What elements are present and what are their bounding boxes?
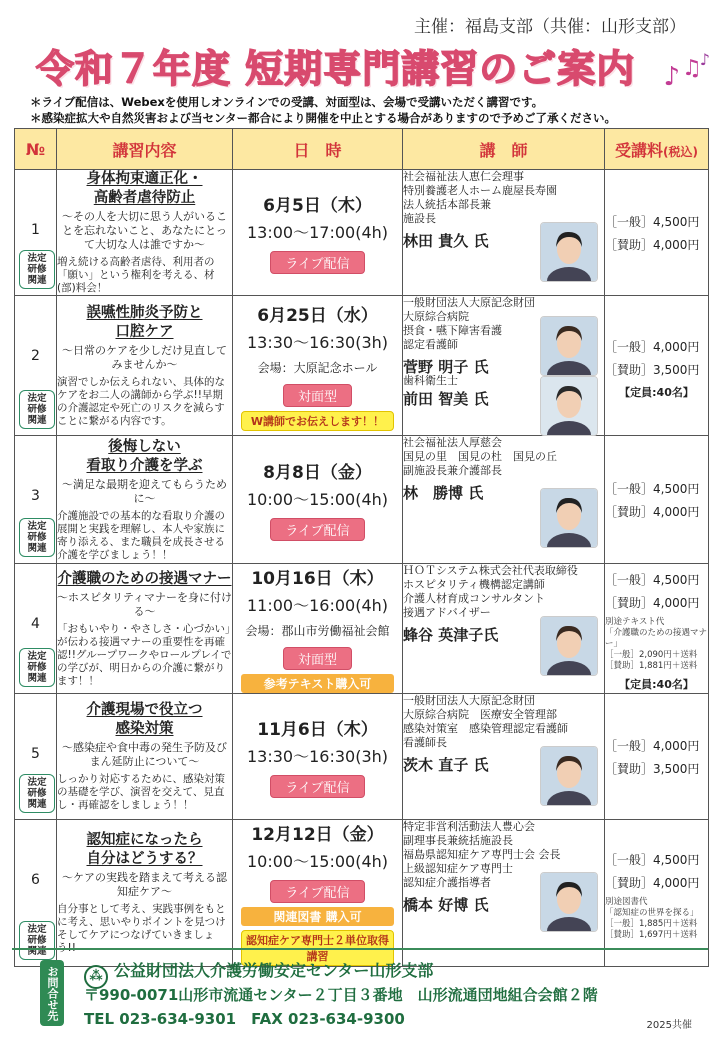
- music-notes-icon: ♪♫♪: [663, 50, 710, 92]
- mandatory-label-line: 法定: [27, 777, 47, 788]
- fee-cell: [605, 564, 709, 694]
- header-instructor: 講 師: [403, 129, 605, 170]
- course-description: 介護施設での基本的な看取り介護の展開と実践を理解し、本人や家族に寄り添える、また職員を成長させる介護を学びましょう！！: [57, 509, 225, 561]
- course-subtitle: ～日常のケアを少しだけ見直してみませんか～: [62, 343, 227, 371]
- course-date: 8月8日（金）: [263, 463, 372, 483]
- instructor-org: 社会福祉法人厚慈会 国見の里 国見の杜 国見の丘 副施設長兼介護部長: [403, 436, 557, 477]
- mandatory-label-line: 研修: [27, 788, 47, 799]
- course-time: 11:00～16:00(4h): [246, 596, 389, 615]
- instructor-org: 特定非営利活動法人豊心会 副理事長兼統括施設長 福島県認知症ケア専門士会 会長 上級認知症ケア専門士 認知症介護指導者: [403, 820, 561, 889]
- header-fee: [605, 129, 709, 170]
- mandatory-label-line: 法定: [27, 393, 47, 404]
- course-subtitle: ～満足な最期を迎えてもらうために～: [62, 477, 227, 505]
- header-date: 日 時: [233, 129, 403, 170]
- course-content-cell: [57, 694, 233, 820]
- mandatory-label-line: 法定: [27, 924, 47, 935]
- instructor-cell: [403, 170, 605, 296]
- mandatory-label-line: 関連: [27, 415, 47, 426]
- center-logo-icon: ⁂: [84, 965, 108, 989]
- fee-cell: [605, 436, 709, 564]
- notes: [30, 94, 700, 126]
- row-number: 1: [31, 222, 40, 238]
- row-number-cell: [15, 820, 57, 967]
- row-number: 2: [31, 348, 40, 364]
- note-line: ＊ライブ配信は、Webexを使用しオンラインでの受講、対面型は、会場で受講いただく講習です。: [30, 95, 544, 109]
- row-number-cell: [15, 564, 57, 694]
- instructor-cell: [403, 296, 605, 436]
- delivery-badge: 対面型: [283, 384, 352, 407]
- footer-org-name: 公益財団法人介護労働安定センター山形支部: [114, 961, 434, 980]
- instructor-photo: [540, 316, 598, 376]
- course-description: しっかり対応するために、感染対策の基礎を学び、演習を交えて、見直し・再確認をしましょう！！: [57, 773, 225, 811]
- date-cell: [233, 296, 403, 436]
- mandatory-badge: [19, 648, 55, 687]
- purchase-badge: 参考テキスト購入可: [241, 674, 394, 693]
- fee-line: ［賛助］4,000円: [605, 504, 700, 519]
- fee-note: 別途テキスト代 「介護職のための接遇マナー」 ［一般］2,090円＋送料 ［賛助］1,881円＋送料: [605, 617, 708, 671]
- fee-line: ［一般］4,500円: [605, 214, 700, 229]
- mandatory-label-line: 法定: [27, 521, 47, 532]
- purchase-badge: 関連図書 購入可: [241, 907, 394, 926]
- instructor-org: 社会福祉法人恵仁会理事 特別養護老人ホーム鹿屋長寿園 法人統括本部長兼 施設長: [403, 170, 557, 225]
- mandatory-label-line: 研修: [27, 264, 47, 275]
- course-date: 6月5日（木）: [263, 196, 372, 216]
- course-title: 自分はどうする？: [86, 851, 203, 867]
- mandatory-label-line: 法定: [27, 651, 47, 662]
- delivery-badge: 対面型: [283, 647, 352, 670]
- mandatory-label-line: 関連: [27, 543, 47, 554]
- course-subtitle: ～その人を大切に思う人がいることを忘れないこと、あなたにとって大切な人は誰ですか～: [62, 210, 227, 251]
- capacity: 【定員:40名】: [619, 385, 694, 399]
- mandatory-badge: [19, 774, 55, 813]
- note-badge: W講師でお伝えします！！: [241, 411, 394, 431]
- date-cell: [233, 170, 403, 296]
- mandatory-badge: [19, 390, 55, 429]
- row-number-cell: [15, 170, 57, 296]
- fee-line: ［一般］4,500円: [605, 481, 700, 496]
- fee-line: ［賛助］4,000円: [605, 237, 700, 252]
- capacity: 【定員:40名】: [619, 678, 694, 691]
- instructor-photo: [540, 488, 598, 548]
- instructor-name-2: 前田 智美 氏: [403, 390, 489, 408]
- header-content: 講習内容: [57, 129, 233, 170]
- course-content-cell: [57, 296, 233, 436]
- row-number-cell: [15, 296, 57, 436]
- fee-line: ［賛助］3,500円: [605, 362, 700, 377]
- table-row: [15, 820, 709, 967]
- certificate-badge: 認知症ケア専門士２単位取得講習: [241, 930, 394, 966]
- mandatory-label-line: 研修: [27, 662, 47, 673]
- instructor-name: 蜂谷 英津子氏: [403, 626, 499, 644]
- fee-line: ［賛助］3,500円: [605, 761, 700, 776]
- fee-cell: [605, 170, 709, 296]
- host-text: 主催：福島支部（共催：山形支部）: [414, 17, 686, 37]
- mandatory-badge: [19, 250, 55, 289]
- course-date: 12月12日（金）: [251, 825, 384, 845]
- row-number-cell: [15, 694, 57, 820]
- fee-line: ［一般］4,000円: [605, 339, 700, 354]
- note-line: ＊感染症拡大や自然災害および当センター都合により開催を中止とする場合がありますので予めご了承ください。: [30, 111, 617, 125]
- instructor-cell: [403, 436, 605, 564]
- fee-cell: [605, 820, 709, 967]
- instructor-photo: [540, 872, 598, 932]
- fee-line: ［賛助］4,000円: [605, 876, 700, 890]
- course-venue: 会場：郡山市労働福祉会館: [245, 624, 390, 638]
- instructor-name: 菅野 明子 氏: [403, 358, 489, 376]
- mandatory-badge: [19, 518, 55, 557]
- row-number: 3: [31, 488, 40, 504]
- course-title: 誤嚥性肺炎予防と: [86, 304, 203, 321]
- schedule-table: [14, 128, 709, 967]
- footer-address: 〒990-0071山形市流通センター２丁目３番地 山形流通団地組合会館２階: [84, 986, 598, 1004]
- instructor-photo: [540, 222, 598, 282]
- date-cell: [233, 694, 403, 820]
- mandatory-label-line: 関連: [27, 946, 47, 957]
- inquiry-label: お問合せ先: [40, 960, 64, 1026]
- course-title: 看取り介護を学ぶ: [86, 457, 203, 474]
- course-subtitle: ～ケアの実践を踏まえて考える認知症ケア～: [62, 871, 227, 898]
- instructor-name: 茨木 直子 氏: [403, 756, 489, 774]
- footer: [12, 948, 708, 1032]
- table-row: [15, 694, 709, 820]
- instructor-org: 一般財団法人大原記念財団 大原綜合病院 医療安全管理部 感染対策室 感染管理認定看護師 看護師長: [403, 694, 568, 749]
- fee-line: ［一般］4,000円: [605, 738, 700, 753]
- mandatory-label-line: 関連: [27, 673, 47, 684]
- course-time: 13:30～16:30(3h): [246, 332, 389, 352]
- mandatory-label-line: 関連: [27, 799, 47, 810]
- table-row: [15, 564, 709, 694]
- table-header-row: [15, 129, 709, 170]
- footer-tel: TEL 023-634-9301 FAX 023-634-9300: [84, 1010, 405, 1028]
- fee-note: 別途図書代 「認知症の世界を探る」 ［一般］1,885円＋送料 ［賛助］1,697円＋送料: [605, 897, 699, 940]
- course-content-cell: [57, 170, 233, 296]
- course-date: 6月25日（水）: [257, 305, 378, 326]
- fee-cell: [605, 694, 709, 820]
- course-content-cell: [57, 820, 233, 967]
- instructor-name: 林田 貴久 氏: [403, 232, 489, 250]
- date-cell: [233, 436, 403, 564]
- header-fee-note: (税込): [663, 144, 698, 159]
- instructor-photo: [540, 616, 598, 676]
- course-description: 増え続ける高齢者虐待、利用者の「願い」という権利を考える、材(部)料会！: [57, 256, 215, 294]
- fee-line: ［賛助］4,000円: [605, 596, 700, 610]
- table-row: [15, 170, 709, 296]
- course-description: 自分事として考え、実践事例をもとに考え、思いやりポイントを見つけそしてケアにつなげていきましょう!!: [57, 903, 226, 954]
- fee-line: ［一般］4,500円: [605, 573, 700, 587]
- row-number: 6: [31, 872, 40, 888]
- course-subtitle: ～感染症や食中毒の発生予防及びまん延防止について～: [62, 741, 227, 768]
- delivery-badge: ライブ配信: [270, 518, 364, 541]
- mandatory-label-line: 研修: [27, 532, 47, 543]
- instructor-cell: [403, 564, 605, 694]
- row-number: 4: [31, 616, 40, 632]
- course-date: 10月16日（木）: [251, 569, 384, 589]
- header-fee-label: 受講料: [615, 140, 664, 160]
- course-content-cell: [57, 564, 233, 694]
- course-title: 介護現場で役立つ: [86, 702, 203, 718]
- course-title: 介護職のための接遇マナー: [57, 570, 232, 587]
- course-description: 演習でしか伝えられない、具体的なケアをお二人の講師から学ぶ!!早期の介護認定や死亡のリスクを減らすことに繋がる内容です。: [57, 375, 225, 427]
- instructor-name: 林 勝博 氏: [403, 484, 484, 502]
- instructor-org: ＨＯＴシステム株式会社代表取締役 ホスピタリティ機構認定講師 介護人材育成コンサルタント 接遇アドバイザー: [403, 564, 578, 619]
- table-row: [15, 296, 709, 436]
- delivery-badge: ライブ配信: [270, 880, 364, 903]
- instructor-org: 一般財団法人大原記念財団 大原綜合病院 摂食・嚥下障害看護 認定看護師: [403, 296, 535, 351]
- mandatory-label-line: 法定: [27, 253, 47, 264]
- course-title: 身体拘束適正化・: [86, 171, 203, 187]
- fee-cell: [605, 296, 709, 436]
- footer-year: 2025共催: [646, 1020, 692, 1031]
- table-row: [15, 436, 709, 564]
- course-content-cell: [57, 436, 233, 564]
- course-title: 後悔しない: [108, 438, 181, 455]
- delivery-badge: ライブ配信: [270, 775, 364, 798]
- course-description: 「おもいやり・やさしさ・心づかい」が伝わる接遇マナーの重要性を再確認!!グループワークやロールプレイでの学びが、明日からの介護に繋がります！！: [57, 622, 232, 687]
- course-title: 認知症になったら: [86, 832, 203, 848]
- instructor-org-2: 歯科衛生士: [403, 374, 458, 387]
- course-venue: 会場：大原記念ホール: [257, 360, 378, 375]
- date-cell: [233, 820, 403, 967]
- course-time: 13:30～16:30(3h): [246, 747, 389, 766]
- course-title: 口腔ケア: [115, 323, 174, 340]
- mandatory-label-line: 研修: [27, 935, 47, 946]
- instructor-photo-2: [540, 376, 598, 436]
- row-number-cell: [15, 436, 57, 564]
- instructor-cell: [403, 694, 605, 820]
- page-title: 令和７年度 短期専門講習のご案内: [36, 47, 636, 91]
- row-number: 5: [31, 746, 40, 762]
- course-title: 高齢者虐待防止: [93, 190, 196, 206]
- instructor-name: 橋本 好博 氏: [403, 896, 489, 914]
- mandatory-label-line: 研修: [27, 404, 47, 415]
- mandatory-label-line: 関連: [27, 275, 47, 286]
- course-title: 感染対策: [115, 721, 174, 737]
- course-time: 10:00～15:00(4h): [246, 490, 389, 509]
- date-cell: [233, 564, 403, 694]
- fee-line: ［一般］4,500円: [605, 853, 700, 867]
- instructor-photo: [540, 746, 598, 806]
- header-no: №: [15, 129, 57, 170]
- instructor-cell: [403, 820, 605, 967]
- delivery-badge: ライブ配信: [270, 251, 364, 274]
- course-subtitle: ～ホスピタリティマナーを身に付ける～: [57, 590, 232, 618]
- course-time: 10:00～15:00(4h): [246, 852, 389, 871]
- course-date: 11月6日（木）: [257, 720, 378, 740]
- course-time: 13:00～17:00(4h): [246, 223, 389, 242]
